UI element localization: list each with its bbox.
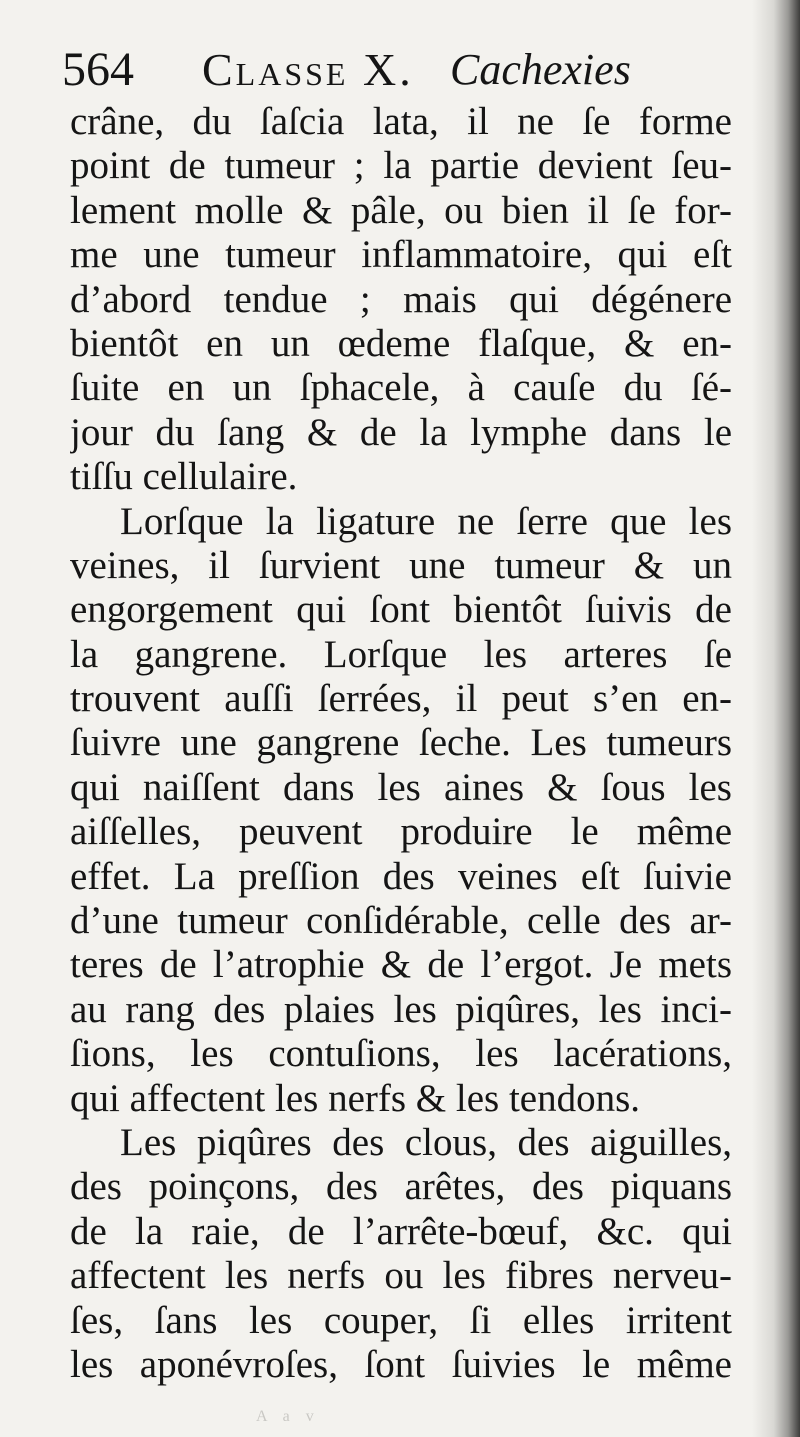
text-line: trouvent auſſi ſerrées, il peut s’en en-	[70, 677, 732, 721]
text-line: crâne, du ſaſcia lata, il ne ſe forme	[70, 100, 732, 143]
text-line: au rang des plaies les piqûres, les inci-	[70, 987, 732, 1031]
text-line: ſuite en un ſphacele, à cauſe du ſé-	[70, 366, 732, 410]
text-line: teres de l’atrophie & de l’ergot. Je mets	[70, 943, 732, 987]
text-line: ſes, ſans les couper, ſi elles irritent	[70, 1298, 732, 1342]
running-head	[62, 38, 682, 102]
section-label: Classe X.	[202, 44, 414, 95]
text-line: effet. La preſſion des veines eſt ſuivie	[70, 854, 732, 898]
text-line: Lorſque la ligature ne ſerre que les	[120, 499, 732, 543]
page-number: 564	[62, 43, 134, 96]
text-line: la gangrene. Lorſque les arteres ſe	[70, 632, 732, 676]
text-line: aiſſelles, peuvent produire le même	[70, 810, 732, 854]
text-line: bientôt en un œdeme flaſque, & en-	[70, 321, 732, 365]
text-line: ſions, les contuſions, les lacérations,	[70, 1032, 732, 1076]
text-line: d’abord tendue ; mais qui dégénere	[70, 277, 732, 321]
text-line: lement molle & pâle, ou bien il ſe for-	[70, 188, 732, 232]
text-line: qui affectent les nerfs & les tendons.	[70, 1076, 641, 1120]
page-gutter-shadow	[752, 0, 800, 1437]
signature-mark: A a v	[256, 1408, 320, 1425]
text-line: veines, il ſurvient une tumeur & un	[70, 543, 732, 587]
text-line: affectent les nerfs ou les fibres nerveu-	[70, 1254, 732, 1298]
text-line: de la raie, de l’arrête-bœuf, &c. qui	[70, 1209, 732, 1253]
text-line: des poinçons, des arêtes, des piquans	[70, 1165, 732, 1209]
body-text	[70, 100, 732, 1387]
text-line: me une tumeur inflammatoire, qui eſt	[70, 233, 732, 277]
text-line: qui naiſſent dans les aines & ſous les	[70, 765, 732, 809]
text-line: engorgement qui ſont bientôt ſuivis de	[70, 588, 732, 632]
text-line: d’une tumeur conſidérable, celle des ar-	[70, 899, 732, 943]
text-line: point de tumeur ; la partie devient ſeu-	[70, 144, 732, 188]
text-line: les aponévroſes, ſont ſuivies le même	[70, 1342, 732, 1386]
text-line: jour du ſang & de la lymphe dans le	[70, 410, 732, 454]
section-topic: Cachexies	[450, 45, 631, 94]
text-line: Les piqûres des clous, des aiguilles,	[120, 1120, 732, 1164]
text-line: ſuivre une gangrene ſeche. Les tumeurs	[70, 721, 732, 765]
text-line: tiſſu cellulaire.	[70, 455, 298, 499]
